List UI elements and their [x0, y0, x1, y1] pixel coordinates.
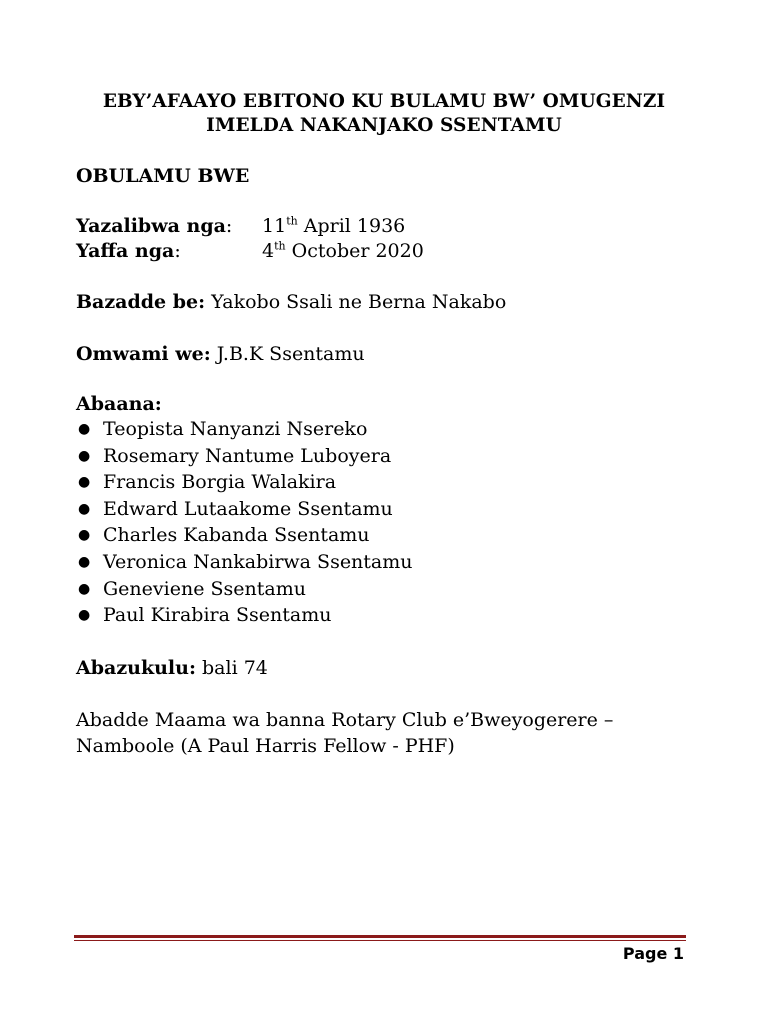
husband-label: Omwami we: [76, 343, 211, 365]
child-name: Charles Kabanda Ssentamu [103, 524, 370, 547]
child-name: Teopista Nanyanzi Nsereko [103, 418, 368, 440]
footer-rule-thick [74, 935, 686, 938]
page-number: Page 1 [622, 944, 684, 963]
bullet-icon: ● [78, 500, 91, 517]
child-list-item [76, 417, 413, 444]
birth-day: 11 [262, 215, 287, 237]
child-list-item [76, 577, 413, 604]
children-list [76, 417, 413, 630]
note-line-2: Namboole (A Paul Harris Fellow - PHF) [76, 735, 455, 757]
child-list-item [76, 444, 413, 471]
bullet-icon: ● [78, 447, 91, 464]
husband-value: J.B.K Ssentamu [210, 343, 365, 365]
title-line-1: EBY’AFAAYO EBITONO KU BULAMU BW’ OMUGENZI [102, 91, 666, 112]
death-date-row [76, 239, 424, 263]
child-list-item [76, 497, 413, 524]
child-name: Geneviene Ssentamu [103, 577, 306, 600]
section-heading: OBULAMU BWE [76, 165, 250, 187]
birth-date-row [76, 214, 405, 238]
birth-colon: : [225, 215, 233, 237]
grandchildren-row [76, 656, 268, 680]
death-day-suffix: th [274, 239, 286, 253]
child-list-item [76, 470, 413, 497]
bullet-icon: ● [78, 527, 91, 544]
death-date-rest: October 2020 [285, 240, 424, 262]
child-name: Edward Lutaakome Ssentamu [103, 497, 393, 520]
document-title [60, 90, 708, 138]
child-name: Veronica Nankabirwa Ssentamu [103, 550, 413, 573]
child-list-item [76, 550, 413, 577]
parents-label: Bazadde be: [76, 291, 206, 313]
birth-label: Yazalibwa nga [76, 215, 226, 237]
parents-value: Yakobo Ssali ne Berna Nakabo [205, 291, 507, 313]
child-name: Rosemary Nantume Luboyera [103, 444, 392, 467]
note-line-1: Abadde Maama wa banna Rotary Club e’Bweyogerere – [76, 709, 614, 731]
child-list-item [76, 603, 413, 630]
children-label: Abaana: [76, 393, 162, 415]
parents-row [76, 290, 506, 314]
bullet-icon: ● [78, 474, 91, 491]
bullet-icon: ● [78, 421, 91, 437]
bullet-icon: ● [78, 553, 91, 570]
grandchildren-value: bali 74 [195, 657, 268, 679]
bullet-icon: ● [78, 580, 91, 597]
birth-date-rest: April 1936 [297, 215, 406, 237]
bullet-icon: ● [78, 607, 91, 624]
footer-rule-thin [74, 940, 686, 941]
husband-row [76, 342, 365, 366]
title-line-2: IMELDA NAKANJAKO SSENTAMU [206, 115, 562, 136]
child-name: Francis Borgia Walakira [103, 471, 337, 494]
grandchildren-label: Abazukulu: [76, 657, 196, 679]
death-label: Yaffa nga [76, 240, 175, 262]
child-list-item [76, 523, 413, 550]
death-day: 4 [262, 240, 275, 262]
child-name: Paul Kirabira Ssentamu [103, 604, 332, 627]
death-colon: : [174, 240, 181, 262]
birth-day-suffix: th [286, 214, 298, 228]
